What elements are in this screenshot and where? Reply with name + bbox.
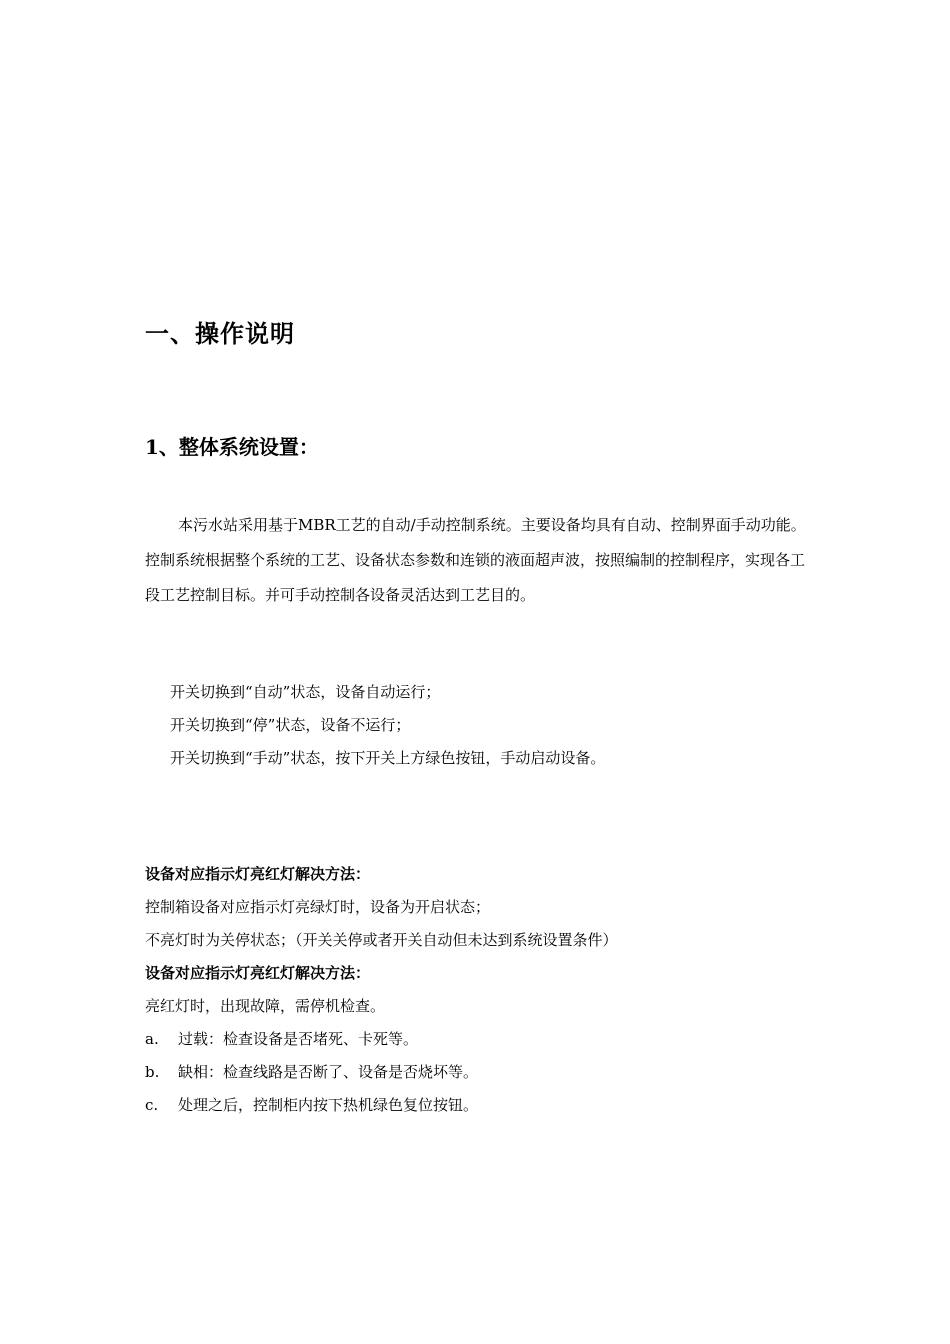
list-marker: c. (145, 1096, 159, 1114)
subsection-heading-system-settings: 1、整体系统设置： (145, 435, 319, 459)
list-item-reset (145, 1089, 825, 1122)
fault-section (145, 858, 825, 1122)
list-marker: b. (145, 1063, 160, 1081)
list-item-overload (145, 1023, 825, 1056)
list-marker: a. (145, 1030, 159, 1048)
list-item-text: 缺相：检查线路是否断了、设备是否烧坏等。 (178, 1063, 479, 1081)
switch-state-stop: 开关切换到“停”状态，设备不运行； (170, 716, 411, 734)
switch-state-list (170, 676, 605, 775)
switch-state-manual: 开关切换到“手动”状态，按下开关上方绿色按钮，手动启动设备。 (170, 749, 606, 767)
list-item-phase-loss (145, 1056, 825, 1089)
intro-text: 本污水站采用基于MBR工艺的自动/手动控制系统。主要设备均具有自动、控制界面手动功能。控制系统根据整个系统的工艺、设备状态参数和连锁的液面超声波，按照编制的控制程序，实现各工段工艺控制目标。并可手动控制各设备灵活达到工艺目的。 (145, 516, 806, 604)
intro-paragraph (145, 508, 813, 613)
green-light-line: 控制箱设备对应指示灯亮绿灯时，设备为开启状态； (145, 898, 491, 916)
fault-title-2: 设备对应指示灯亮红灯解决方法： (145, 964, 371, 982)
switch-state-auto: 开关切换到“自动”状态，设备自动运行； (170, 683, 441, 701)
section-heading-operation-instructions: 一、操作说明 (145, 319, 295, 348)
list-item-text: 过载：检查设备是否堵死、卡死等。 (178, 1030, 419, 1048)
no-light-line: 不亮灯时为关停状态；（开关关停或者开关自动但未达到系统设置条件） (145, 931, 618, 949)
red-light-line: 亮红灯时，出现故障，需停机检查。 (145, 997, 386, 1015)
fault-title-1: 设备对应指示灯亮红灯解决方法： (145, 865, 371, 883)
list-item-text: 处理之后，控制柜内按下热机绿色复位按钮。 (178, 1096, 479, 1114)
